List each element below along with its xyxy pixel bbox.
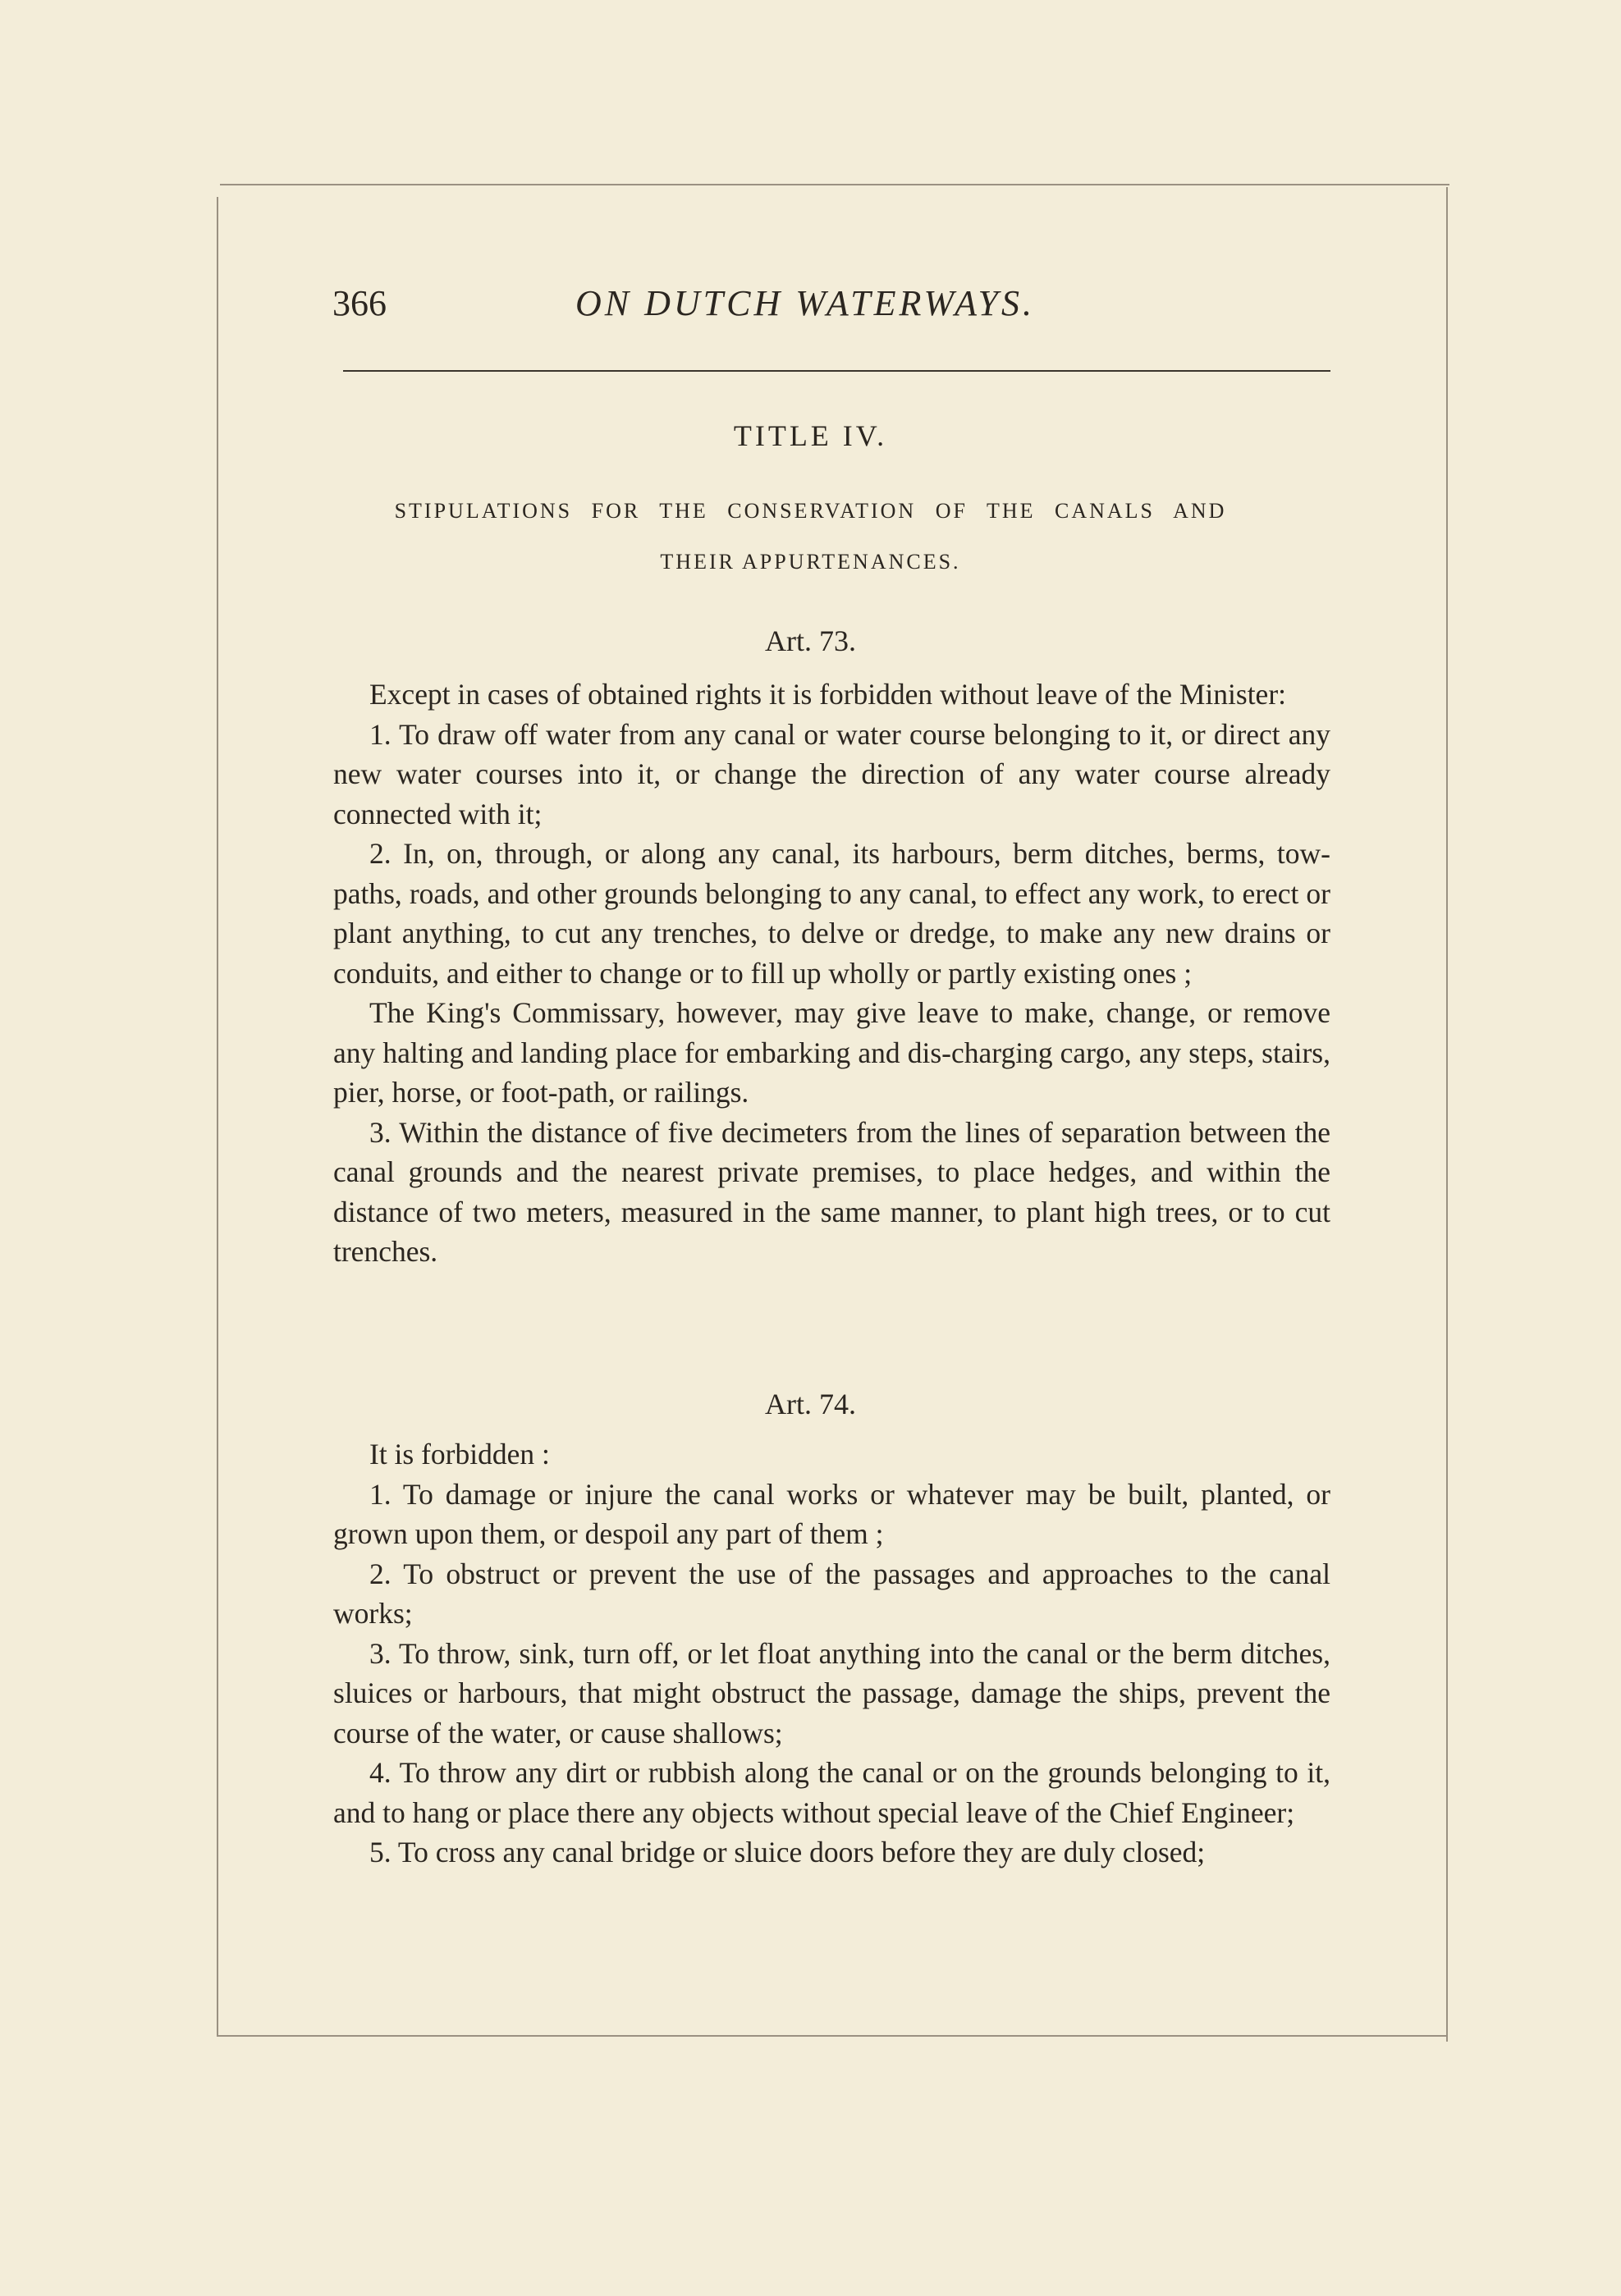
page-frame-bottom-rule (217, 2035, 1448, 2037)
header-rule (343, 370, 1330, 372)
article-73-body (333, 675, 1330, 1272)
section-subtitle-line-2: THEIR APPURTENANCES. (660, 550, 961, 574)
running-header (332, 283, 1330, 343)
article-73-clause-1: 1. To draw off water from any canal or water course belonging to it, or direct any new water courses into it, or change the direction of any water course already connected with it; (333, 717, 1330, 830)
article-73-clause-2: 2. In, on, through, or along any canal, its harbours, berm ditches, berms, tow-paths, roads, and other grounds belonging to any canal, to effect any work, to erect or plant anything, to cut any trenches, to delve or dredge, to make any new drains or conduits, and either to change or to fill up wholly or partly existing ones ; (333, 837, 1330, 990)
article-74-clause-4: 4. To throw any dirt or rubbish along the canal or on the grounds belonging to it, and to hang or place there any objects without special leave of the Chief Engineer; (333, 1756, 1330, 1829)
article-74-clause-3: 3. To throw, sink, turn off, or let float anything into the canal or the berm ditches, sluices or harbours, that might obstruct the passage, damage the ships, prevent the course of the water, or cause shallows; (333, 1636, 1330, 1749)
article-74-body (333, 1434, 1330, 1873)
page-frame-top-rule (220, 184, 1449, 185)
page-frame-left-rule (217, 197, 218, 2035)
section-subtitle-line-1: STIPULATIONS FOR THE CONSERVATION OF THE CANALS AND (394, 499, 1227, 523)
article-73-commissary-note: The King's Commissary, however, may give leave to make, change, or remove any halting and landing place for embarking and dis-charging cargo, any steps, stairs, pier, horse, or foot-path, or railings. (333, 996, 1330, 1109)
article-heading-74: Art. 74. (765, 1388, 856, 1420)
page-number: 366 (332, 283, 387, 323)
article-74-clause-2: 2. To obstruct or prevent the use of the passages and approaches to the canal works; (333, 1557, 1330, 1630)
section-title: TITLE IV. (733, 419, 888, 452)
article-74-clause-1: 1. To damage or injure the canal works or whatever may be built, planted, or grown upon them, or despoil any part of them ; (333, 1477, 1330, 1550)
article-heading-73: Art. 73. (765, 624, 856, 657)
article-74-intro: It is forbidden : (369, 1438, 550, 1470)
page-frame-right-rule (1446, 187, 1448, 2042)
article-73-intro: Except in cases of obtained rights it is forbidden without leave of the Minister: (369, 678, 1287, 711)
article-73-clause-3: 3. Within the distance of five decimeters from the lines of separation between the canal grounds and the nearest private premises, to place hedges, and within the distance of two meters, measured in the same manner, to plant high trees, or to cut trenches. (333, 1115, 1330, 1268)
running-title: ON DUTCH WATERWAYS. (575, 283, 1036, 323)
article-74-clause-5: 5. To cross any canal bridge or sluice doors before they are duly closed; (369, 1836, 1206, 1868)
